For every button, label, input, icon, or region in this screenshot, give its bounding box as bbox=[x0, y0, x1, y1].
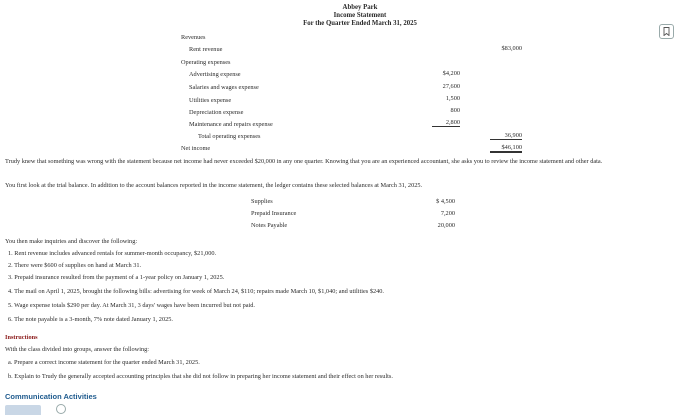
instructions-heading: Instructions bbox=[5, 334, 38, 341]
trial-balance-paragraph: You first look at the trial balance. In addition to the account balances reported in the income statement, the ledger contains these selected balances at March 31, 2025. bbox=[5, 182, 423, 189]
instructions-intro: With the class divided into groups, answer the following: bbox=[5, 346, 150, 353]
finding-item: 3. Prepaid insurance resulted from the payment of a 1-year policy on January 1, 2025. bbox=[8, 274, 225, 281]
balance-value: 7,200 bbox=[440, 210, 455, 217]
circle-icon[interactable] bbox=[56, 404, 66, 414]
expense-value: 2,800 bbox=[432, 119, 460, 127]
net-income-label: Net income bbox=[181, 145, 211, 152]
revenues-label: Revenues bbox=[181, 34, 206, 41]
expense-label: Maintenance and repairs expense bbox=[189, 121, 273, 128]
finding-item: 4. The mail on April 1, 2025, brought the following bills: advertising for week of March 24, $110; repairs made March 10, $1,040; and utilities $240. bbox=[8, 288, 384, 295]
finding-item: 5. Wage expense totals $290 per day. At March 31, 3 days' wages have been incurred but not paid. bbox=[8, 302, 256, 309]
expense-label: Depreciation expense bbox=[189, 109, 244, 116]
balance-label: Supplies bbox=[251, 198, 273, 205]
inquiries-intro: You then make inquiries and discover the following: bbox=[5, 238, 138, 245]
expense-label: Utilities expense bbox=[189, 97, 232, 104]
statement-period: For the Quarter Ended March 31, 2025 bbox=[303, 20, 417, 27]
page-tab[interactable] bbox=[5, 405, 41, 415]
total-expenses-value: 36,900 bbox=[490, 132, 522, 140]
expense-value: $4,200 bbox=[442, 70, 460, 77]
bookmark-icon[interactable] bbox=[659, 24, 674, 39]
communication-activities-heading: Communication Activities bbox=[5, 392, 97, 401]
operating-expenses-label: Operating expenses bbox=[181, 59, 231, 66]
total-expenses-label: Total operating expenses bbox=[198, 133, 261, 140]
finding-item: 2. There were $600 of supplies on hand at March 31. bbox=[8, 262, 142, 269]
expense-value: 27,600 bbox=[442, 83, 460, 90]
finding-item: 1. Rent revenue includes advanced rentals for summer-month occupancy, $21,000. bbox=[8, 250, 217, 257]
balance-label: Prepaid Insurance bbox=[251, 210, 297, 217]
net-income-value: $46,100 bbox=[490, 144, 522, 153]
balance-value: 20,000 bbox=[437, 222, 455, 229]
statement-title: Income Statement bbox=[333, 12, 387, 19]
expense-value: 800 bbox=[450, 107, 460, 114]
company-name: Abbey Park bbox=[342, 4, 378, 11]
intro-paragraph: Trudy knew that something was wrong with the statement because net income had never exceeded $20,000 in any one quarter. Knowing that you are an experienced accountant, she asks you to review the income statement and other data. bbox=[5, 158, 603, 165]
instruction-item: b. Explain to Trudy the generally accepted accounting principles that she did not follow in preparing her income statement and their effect on her results. bbox=[8, 373, 393, 380]
instruction-item: a. Prepare a correct income statement for the quarter ended March 31, 2025. bbox=[8, 359, 200, 366]
rent-revenue-label: Rent revenue bbox=[189, 46, 223, 53]
expense-label: Salaries and wages expense bbox=[189, 84, 259, 91]
balance-label: Notes Payable bbox=[251, 222, 288, 229]
balance-value: $ 4,500 bbox=[436, 198, 455, 205]
rent-revenue-value: $83,000 bbox=[501, 45, 522, 52]
finding-item: 6. The note payable is a 3-month, 7% note dated January 1, 2025. bbox=[8, 316, 173, 323]
expense-label: Advertising expense bbox=[189, 71, 241, 78]
expense-value: 1,500 bbox=[445, 95, 460, 102]
